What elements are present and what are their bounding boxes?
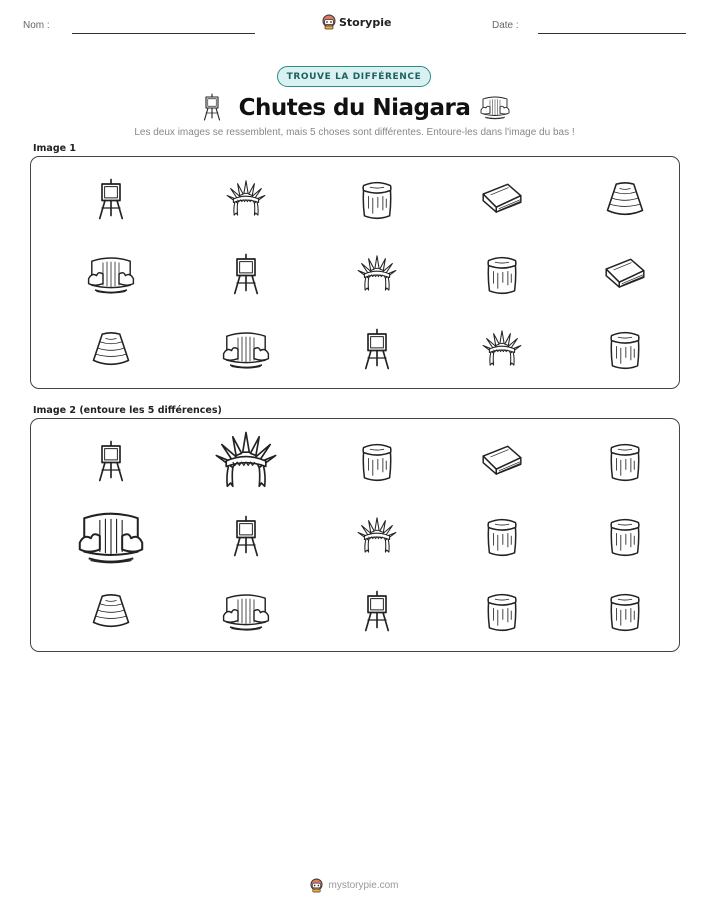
rock-mound-icon[interactable] [86, 584, 136, 638]
rock-cube-icon [600, 322, 650, 376]
date-label: Date : [492, 20, 519, 31]
image2-panel[interactable] [30, 418, 680, 652]
panel2-label: Image 2 (entoure les 5 différences) [33, 405, 222, 416]
waterfall-icon [480, 94, 510, 124]
brand-logo [322, 14, 391, 30]
panel1-label: Image 1 [33, 143, 77, 154]
storypie-mascot-icon [310, 878, 323, 893]
book-icon[interactable] [477, 434, 527, 488]
rock-cube-icon[interactable] [352, 434, 402, 488]
image1-panel [30, 156, 680, 389]
headdress-icon [352, 247, 402, 301]
instructions: Les deux images se ressemblent, mais 5 choses sont différentes. Entoure-les dans l'image du bas ! [134, 127, 575, 138]
storypie-mascot-icon [322, 14, 336, 30]
name-label: Nom : [23, 20, 50, 31]
easel-icon[interactable] [221, 509, 271, 563]
easel-icon [352, 322, 402, 376]
headdress-large-icon[interactable] [221, 434, 271, 488]
rock-cube-icon [477, 247, 527, 301]
easel-icon [221, 247, 271, 301]
book-icon [600, 247, 650, 301]
book-icon [477, 172, 527, 226]
activity-badge: TROUVE LA DIFFÉRENCE [277, 66, 431, 87]
rock-cube-icon[interactable] [600, 509, 650, 563]
waterfall-large-icon[interactable] [86, 509, 136, 563]
footer [0, 878, 709, 893]
footer-url[interactable]: mystorypie.com [328, 880, 399, 891]
page-title: Chutes du Niagara [238, 95, 471, 121]
rock-cube-icon[interactable] [600, 434, 650, 488]
rock-cube-icon[interactable] [477, 509, 527, 563]
easel-icon[interactable] [352, 584, 402, 638]
rock-mound-icon [86, 322, 136, 376]
rock-cube-icon[interactable] [600, 584, 650, 638]
easel-icon [86, 172, 136, 226]
headdress-icon[interactable] [352, 509, 402, 563]
headdress-icon [477, 322, 527, 376]
headdress-icon [221, 172, 271, 226]
brand-name: Storypie [339, 15, 392, 29]
waterfall-icon [221, 322, 271, 376]
waterfall-icon [86, 247, 136, 301]
rock-cube-icon[interactable] [477, 584, 527, 638]
name-line[interactable] [72, 33, 255, 34]
easel-icon[interactable] [86, 434, 136, 488]
waterfall-icon[interactable] [221, 584, 271, 638]
date-line[interactable] [538, 33, 686, 34]
rock-mound-icon [600, 172, 650, 226]
rock-cube-icon [352, 172, 402, 226]
